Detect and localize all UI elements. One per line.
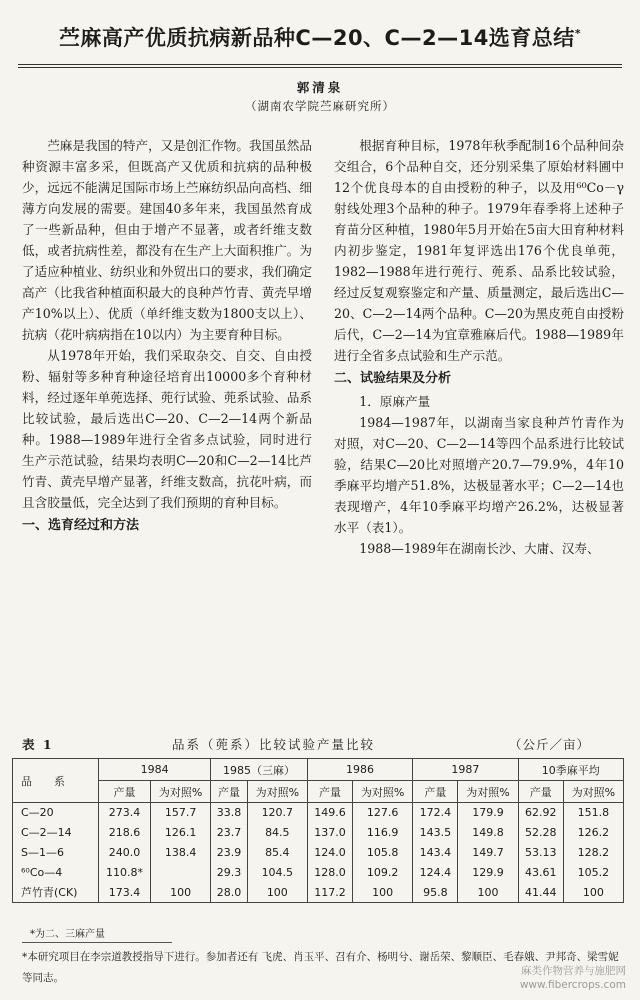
- yield-table: [12, 758, 624, 903]
- table-cell: 240.0: [99, 843, 151, 863]
- table-cell: 124.0: [307, 843, 352, 863]
- table-year-header: 1985（三麻）: [211, 759, 308, 781]
- table-cell: 116.9: [353, 823, 413, 843]
- table-row-header: 品 系: [13, 759, 99, 803]
- table-cell: 172.4: [413, 803, 458, 823]
- table-cell: 109.2: [353, 863, 413, 883]
- table-cell: 124.4: [413, 863, 458, 883]
- table-cell: 85.4: [247, 843, 307, 863]
- table-subheader: 为对照%: [563, 781, 623, 803]
- table-row: [13, 863, 624, 883]
- table-subheader: 为对照%: [151, 781, 211, 803]
- table-year-header: 1987: [413, 759, 518, 781]
- table-cell: 95.8: [413, 883, 458, 903]
- table-row-label: S—1—6: [13, 843, 99, 863]
- table-year-header: 10季麻平均: [518, 759, 623, 781]
- section-heading-2: 二、试验结果及分析: [334, 371, 452, 386]
- table-cell: 179.9: [458, 803, 518, 823]
- table-subheader: 产量: [413, 781, 458, 803]
- right-column: [334, 135, 624, 559]
- table-cell: 100: [353, 883, 413, 903]
- table-cell: 110.8*: [99, 863, 151, 883]
- table-cell: 117.2: [307, 883, 352, 903]
- table-cell: 43.61: [518, 863, 563, 883]
- table-year-header: 1984: [99, 759, 211, 781]
- table-cell: 218.6: [99, 823, 151, 843]
- table-cell: 33.8: [211, 803, 248, 823]
- table-cell: 138.4: [151, 843, 211, 863]
- table-cell: 126.2: [563, 823, 623, 843]
- table-cell: 137.0: [307, 823, 352, 843]
- table-subheader-row: [13, 781, 624, 803]
- table-row-label: C—20: [13, 803, 99, 823]
- footnote-rule: [22, 942, 172, 943]
- table-row: [13, 883, 624, 903]
- table-row: [13, 823, 624, 843]
- table-cell: 143.4: [413, 843, 458, 863]
- subsection-heading-yield: 1．原麻产量: [359, 394, 431, 409]
- table-cell: 143.5: [413, 823, 458, 843]
- table-cell: 128.0: [307, 863, 352, 883]
- section-heading-1: 一、选育经过和方法: [22, 518, 140, 533]
- watermark-line-1: 麻类作物营养与施肥网: [521, 965, 626, 977]
- right-paragraph-1: 根据育种目标，1978年秋季配制16个品种间杂交组合，6个品种自交，还分别采集了原始材料圃中12个优良母本的自由授粉的种子，以及用⁶⁰Co－γ射线处理3个品种的种子。1979年春季将上述种子育苗分区种植，1980年5月开始在5亩大田育种材料内初步鉴定，1981年复评选出176个优良单蔸，1982—1988年进行蔸行、蔸系、品系比较试验，经过反复观察鉴定和产量、质量测定，最后选出C—20、C—2—14两个品种。C—20为黑皮蔸自由授粉后代，C—2—14为宜章雅麻后代。1988—1989年进行全省多点试验和生产示范。: [334, 138, 624, 363]
- table-row: [13, 803, 624, 823]
- table-cell: 273.4: [99, 803, 151, 823]
- table-subheader: 产量: [211, 781, 248, 803]
- table-caption-row: [22, 733, 620, 755]
- table-cell: 173.4: [99, 883, 151, 903]
- watermark: [520, 964, 626, 992]
- table-row-label: 芦竹青(CK): [13, 883, 99, 903]
- table-cell: 149.6: [307, 803, 352, 823]
- table-subheader: 产量: [518, 781, 563, 803]
- table-cell: 104.5: [247, 863, 307, 883]
- table-cell: 52.28: [518, 823, 563, 843]
- table-caption: 品系（蔸系）比较试验产量比较: [172, 737, 376, 752]
- table-unit: （公斤／亩）: [508, 737, 590, 752]
- table-cell: 100: [247, 883, 307, 903]
- table-cell: 127.6: [353, 803, 413, 823]
- paper-title: [0, 22, 640, 52]
- table-row: [13, 843, 624, 863]
- right-paragraph-3: 1988—1989年在湖南长沙、大庸、汉寿、: [359, 541, 600, 556]
- table-cell: 157.7: [151, 803, 211, 823]
- table-cell: 29.3: [211, 863, 248, 883]
- left-paragraph-1: 苎麻是我国的特产，又是创汇作物。我国虽然品种资源丰富多采，但既高产又优质和抗病的品种极少，远远不能满足国际市场上苎麻纺织品向高档、细薄方向发展的需要。建国40多年来，我国虽然育成了一些新品种，但由于增产不显著，或者纤维支数低，或者抗病性差，都没有在生产上大面积推广。为了适应种植业、纺织业和外贸出口的要求，我们确定高产（比我省种植面积最大的良种芦竹青、黄壳早增产10%以上）、优质（单纤维支数为1800支以上）、抗病（花叶病病指在10以内）为主要育种目标。: [22, 138, 312, 342]
- table-footnote: *为二、三麻产量: [30, 929, 105, 940]
- table-cell: 23.9: [211, 843, 248, 863]
- paper-title-text: 苎麻高产优质抗病新品种C—20、C—2—14选育总结: [58, 26, 575, 50]
- author-name: 郭清泉: [296, 80, 344, 95]
- table-cell: 149.8: [458, 823, 518, 843]
- table-subheader: 为对照%: [458, 781, 518, 803]
- table-cell: 53.13: [518, 843, 563, 863]
- table-year-header-row: [13, 759, 624, 781]
- table-cell: 100: [151, 883, 211, 903]
- page-footnote: *本研究项目在李宗道教授指导下进行。参加者还有 飞虎、肖玉平、召有介、杨明兮、谢岳荣、黎顺臣、毛春娥、尹邦奇、梁雪妮等同志。: [22, 951, 619, 984]
- title-rule-top: [18, 64, 622, 65]
- table-subheader: 为对照%: [353, 781, 413, 803]
- author-affiliation: （湖南农学院苎麻研究所）: [245, 99, 395, 113]
- table-year-header: 1986: [307, 759, 412, 781]
- table-cell: 100: [458, 883, 518, 903]
- table-cell: 120.7: [247, 803, 307, 823]
- table-subheader: 产量: [307, 781, 352, 803]
- table-cell: [151, 863, 211, 883]
- table-cell: 41.44: [518, 883, 563, 903]
- title-footnote-mark: *: [574, 27, 582, 40]
- table-body: [13, 803, 624, 903]
- table-subheader: 为对照%: [247, 781, 307, 803]
- table-cell: 105.2: [563, 863, 623, 883]
- table-row-label: ⁶⁰Co—4: [13, 863, 99, 883]
- table-cell: 100: [563, 883, 623, 903]
- table-cell: 129.9: [458, 863, 518, 883]
- table-cell: 84.5: [247, 823, 307, 843]
- left-column: [22, 135, 312, 538]
- table-cell: 151.8: [563, 803, 623, 823]
- table-cell: 128.2: [563, 843, 623, 863]
- table-row-label: C—2—14: [13, 823, 99, 843]
- table-number: 表 1: [22, 737, 54, 752]
- table-cell: 126.1: [151, 823, 211, 843]
- table-cell: 28.0: [211, 883, 248, 903]
- table-cell: 105.8: [353, 843, 413, 863]
- left-paragraph-2: 从1978年开始，我们采取杂交、自交、自由授粉、辐射等多种育种途径培育出10000多个育种材料，经过逐年单蔸选择、蔸行试验、蔸系试验、品系比较试验，最后选出C—20、C—2—14两个新品种。1988—1989年进行全省多点试验，同时进行生产示范试验，结果均表明C—20和C—2—14比芦竹青、黄壳早增产显著，纤维支数高，抗花叶病，而且含胶量低，完全达到了我们预期的育种目标。: [22, 348, 312, 510]
- table-subheader: 产量: [99, 781, 151, 803]
- title-rule-bottom: [18, 67, 622, 68]
- table-cell: 149.7: [458, 843, 518, 863]
- table-cell: 62.92: [518, 803, 563, 823]
- watermark-line-2: www.fibercrops.com: [519, 979, 626, 991]
- right-paragraph-2: 1984—1987年，以湖南当家良种芦竹青作为对照，对C—20、C—2—14等四个品系进行比较试验，结果C—20比对照增产20.7—79.9%，4年10季麻平均增产51.8%，达极显著水平；C—2—14也表现增产，4年10季麻平均增产26.2%，达极显著水平（表1）。: [334, 415, 624, 535]
- table-cell: 23.7: [211, 823, 248, 843]
